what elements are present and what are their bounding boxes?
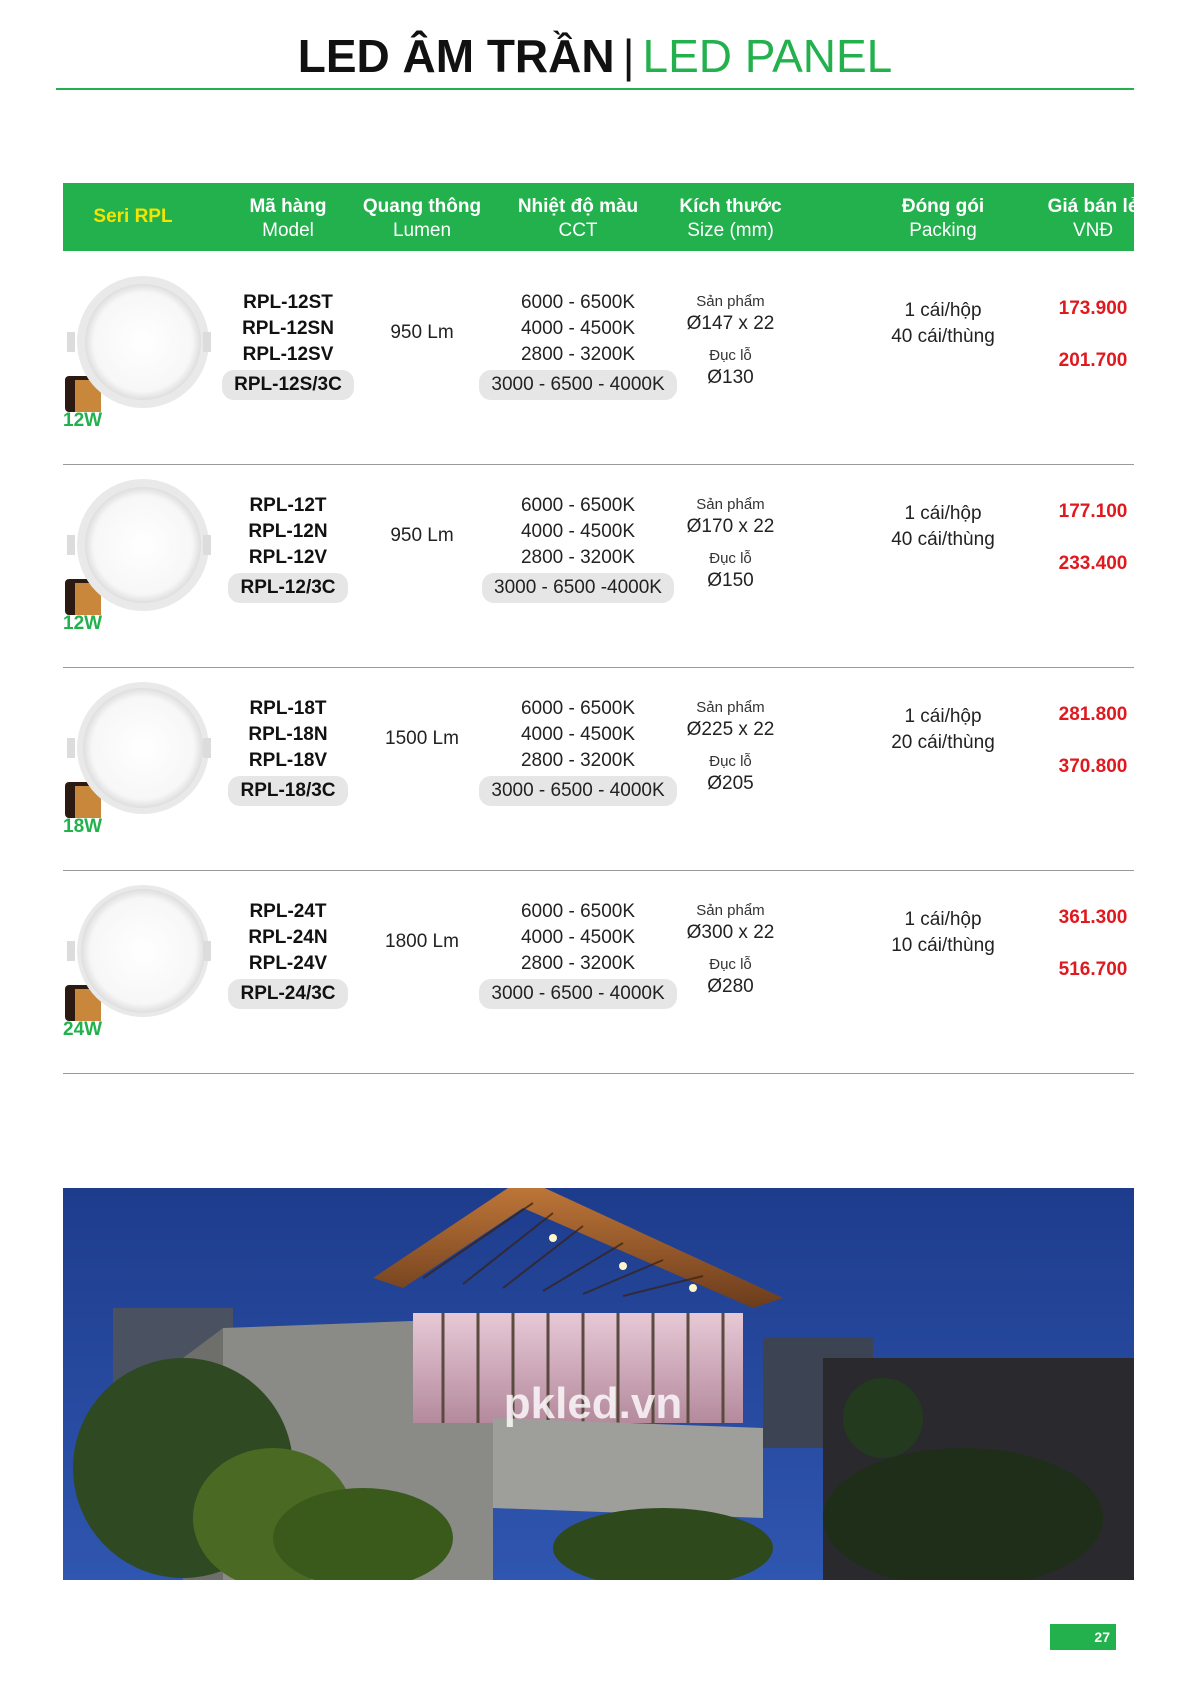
header-price bbox=[1023, 183, 1163, 251]
model-3c-badge: RPL-18/3C bbox=[228, 776, 347, 806]
size-info bbox=[673, 292, 788, 390]
packing-info bbox=[838, 704, 1048, 756]
model-code: RPL-12V bbox=[248, 547, 328, 568]
price-standard: 173.900 bbox=[1058, 298, 1128, 319]
size-info bbox=[673, 698, 788, 796]
pack-carton: 40 cái/thùng bbox=[891, 529, 995, 550]
header-price-vi: Giá bán lẻ bbox=[1047, 196, 1139, 217]
watermark: pkled.vn bbox=[503, 1379, 683, 1428]
header-cct-en: CCT bbox=[558, 220, 598, 241]
pack-carton: 40 cái/thùng bbox=[891, 326, 995, 347]
header-size-en: Size (mm) bbox=[687, 220, 774, 241]
price-3c: 233.400 bbox=[1058, 553, 1128, 574]
led-panel-image bbox=[65, 276, 213, 416]
cct-value: 4000 - 4500K bbox=[520, 927, 636, 948]
size-label: Sản phẩm bbox=[696, 699, 765, 716]
header-cct bbox=[483, 183, 673, 251]
model-code: RPL-24T bbox=[249, 901, 327, 922]
model-3c-badge: RPL-12S/3C bbox=[222, 370, 354, 400]
header-model-vi: Mã hàng bbox=[249, 196, 327, 217]
cct-list bbox=[453, 899, 703, 1009]
size-label: Sản phẩm bbox=[696, 496, 765, 513]
cct-value: 2800 - 3200K bbox=[520, 547, 636, 568]
hole-label: Đục lỗ bbox=[709, 550, 752, 567]
wattage-label: 18W bbox=[63, 816, 103, 837]
header-price-en: VNĐ bbox=[1072, 220, 1114, 241]
table-header bbox=[63, 183, 1139, 251]
packing-info bbox=[838, 907, 1048, 959]
cct-list bbox=[453, 696, 703, 806]
cct-3c-badge: 3000 - 6500 - 4000K bbox=[479, 979, 676, 1009]
size-info bbox=[673, 901, 788, 999]
hole-label: Đục lỗ bbox=[709, 753, 752, 770]
header-pack-vi: Đóng gói bbox=[901, 196, 985, 217]
cct-value: 2800 - 3200K bbox=[520, 953, 636, 974]
cct-3c-badge: 3000 - 6500 -4000K bbox=[482, 573, 674, 603]
cct-list bbox=[453, 290, 703, 400]
pack-box: 1 cái/hộp bbox=[904, 503, 982, 524]
model-code: RPL-24N bbox=[248, 927, 328, 948]
model-code: RPL-18N bbox=[248, 724, 328, 745]
lumen-value: 1800 Lm bbox=[385, 931, 459, 952]
wattage-label: 12W bbox=[63, 613, 103, 634]
led-panel-image bbox=[65, 682, 213, 822]
price-standard: 177.100 bbox=[1058, 501, 1128, 522]
size-value: Ø147 x 22 bbox=[686, 313, 775, 334]
product-row-12s bbox=[63, 262, 1134, 465]
title-main: LED ÂM TRẦN bbox=[297, 30, 615, 82]
size-value: Ø170 x 22 bbox=[686, 516, 775, 537]
wattage-label: 24W bbox=[63, 1019, 103, 1040]
pack-box: 1 cái/hộp bbox=[904, 300, 982, 321]
cct-value: 4000 - 4500K bbox=[520, 521, 636, 542]
header-seri bbox=[63, 183, 203, 251]
model-3c-badge: RPL-24/3C bbox=[228, 979, 347, 1009]
row-divider bbox=[63, 1073, 1134, 1074]
product-row-12 bbox=[63, 465, 1134, 668]
pack-box: 1 cái/hộp bbox=[904, 909, 982, 930]
title-sub: LED PANEL bbox=[642, 30, 893, 82]
model-list bbox=[213, 899, 363, 1009]
header-seri-label: Seri RPL bbox=[93, 206, 173, 227]
price-standard: 361.300 bbox=[1058, 907, 1128, 928]
size-info bbox=[673, 495, 788, 593]
hole-label: Đục lỗ bbox=[709, 347, 752, 364]
model-code: RPL-12T bbox=[249, 495, 327, 516]
size-value: Ø225 x 22 bbox=[686, 719, 775, 740]
price-standard: 281.800 bbox=[1058, 704, 1128, 725]
model-list bbox=[213, 696, 363, 806]
cct-value: 6000 - 6500K bbox=[520, 901, 636, 922]
model-code: RPL-12N bbox=[248, 521, 328, 542]
product-row-18 bbox=[63, 668, 1134, 871]
led-panel-image bbox=[65, 479, 213, 619]
cct-value: 6000 - 6500K bbox=[520, 495, 636, 516]
price-3c: 370.800 bbox=[1058, 756, 1128, 777]
hole-value: Ø130 bbox=[707, 367, 754, 388]
packing-info bbox=[838, 501, 1048, 553]
header-model-en: Model bbox=[262, 220, 314, 241]
cct-value: 2800 - 3200K bbox=[520, 344, 636, 365]
title-separator: | bbox=[622, 30, 635, 82]
cct-value: 6000 - 6500K bbox=[520, 698, 636, 719]
price-3c: 201.700 bbox=[1058, 350, 1128, 371]
cct-value: 2800 - 3200K bbox=[520, 750, 636, 771]
cct-3c-badge: 3000 - 6500 - 4000K bbox=[479, 370, 676, 400]
header-model bbox=[213, 183, 363, 251]
hole-value: Ø205 bbox=[707, 773, 754, 794]
model-code: RPL-12ST bbox=[243, 292, 333, 313]
model-list bbox=[213, 290, 363, 400]
model-list bbox=[213, 493, 363, 603]
header-pack-en: Packing bbox=[909, 220, 977, 241]
size-label: Sản phẩm bbox=[696, 293, 765, 310]
model-code: RPL-12SV bbox=[242, 344, 334, 365]
cct-list bbox=[453, 493, 703, 603]
pack-carton: 10 cái/thùng bbox=[891, 935, 995, 956]
price-3c: 516.700 bbox=[1058, 959, 1128, 980]
header-lumen-vi: Quang thông bbox=[362, 196, 482, 217]
led-panel-image bbox=[65, 885, 213, 1025]
model-code: RPL-24V bbox=[248, 953, 328, 974]
page-title bbox=[0, 28, 1190, 84]
lumen-value: 1500 Lm bbox=[385, 728, 459, 749]
model-code: RPL-18T bbox=[249, 698, 327, 719]
header-size bbox=[673, 183, 788, 251]
lumen-value: 950 Lm bbox=[390, 322, 454, 343]
hole-value: Ø150 bbox=[707, 570, 754, 591]
packing-info bbox=[838, 298, 1048, 350]
pack-box: 1 cái/hộp bbox=[904, 706, 982, 727]
title-divider bbox=[56, 88, 1134, 90]
cct-value: 4000 - 4500K bbox=[520, 318, 636, 339]
model-code: RPL-12SN bbox=[242, 318, 334, 339]
header-cct-vi: Nhiệt độ màu bbox=[517, 196, 639, 217]
lumen-value: 950 Lm bbox=[390, 525, 454, 546]
size-label: Sản phẩm bbox=[696, 902, 765, 919]
model-3c-badge: RPL-12/3C bbox=[228, 573, 347, 603]
pack-carton: 20 cái/thùng bbox=[891, 732, 995, 753]
house-night-photo bbox=[63, 1188, 1134, 1580]
page-number: 27 bbox=[1050, 1624, 1116, 1650]
header-lumen bbox=[358, 183, 486, 251]
cct-3c-badge: 3000 - 6500 - 4000K bbox=[479, 776, 676, 806]
hole-label: Đục lỗ bbox=[709, 956, 752, 973]
cct-value: 6000 - 6500K bbox=[520, 292, 636, 313]
hole-value: Ø280 bbox=[707, 976, 754, 997]
product-row-24 bbox=[63, 871, 1134, 1074]
size-value: Ø300 x 22 bbox=[686, 922, 775, 943]
cct-value: 4000 - 4500K bbox=[520, 724, 636, 745]
header-size-vi: Kích thước bbox=[679, 196, 782, 217]
model-code: RPL-18V bbox=[248, 750, 328, 771]
header-lumen-en: Lumen bbox=[392, 220, 452, 241]
header-pack bbox=[838, 183, 1048, 251]
wattage-label: 12W bbox=[63, 410, 103, 431]
